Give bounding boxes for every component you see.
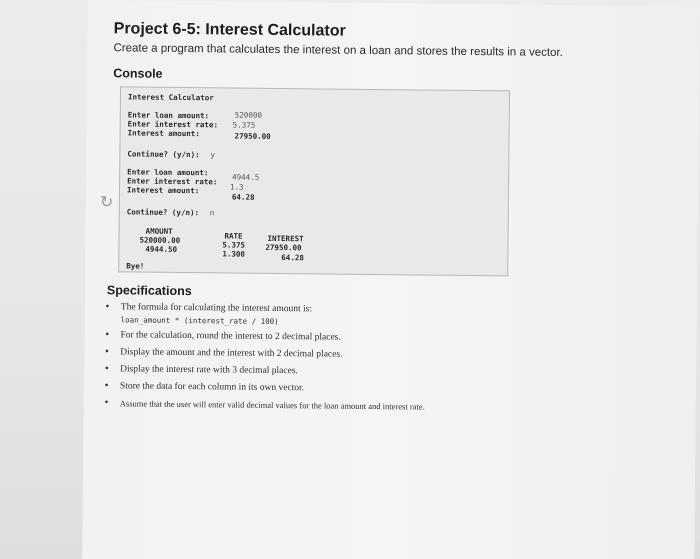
table-header-rate: RATE xyxy=(224,231,243,241)
specifications-heading: Specifications xyxy=(106,283,192,299)
spec-item-text: For the calculation, round the interest to 2 decimal places. xyxy=(120,330,341,343)
run1-interest-label: Interest amount: xyxy=(127,128,200,139)
run2-loan-label: Enter loan amount: xyxy=(127,167,209,178)
run1-continue-prompt: Continue? (y/n): xyxy=(127,149,200,160)
run2-rate-value: 1.3 xyxy=(230,182,244,192)
bullet-icon: • xyxy=(104,330,110,341)
run1-rate-value: 5.375 xyxy=(232,120,256,130)
table-header-interest: INTEREST xyxy=(267,233,304,244)
run1-rate-label: Enter interest rate: xyxy=(127,119,219,130)
run2-interest-value: 64.28 xyxy=(231,192,255,202)
run1-loan-value: 520000 xyxy=(234,110,262,120)
table-row-2-amount: 4944.50 xyxy=(145,244,178,254)
console-output xyxy=(118,86,510,276)
table-row-2-rate: 1.300 xyxy=(222,249,245,259)
table-row-2-interest: 64.28 xyxy=(281,253,304,263)
run1-loan-label: Enter loan amount: xyxy=(127,110,210,121)
console-heading: Console xyxy=(113,66,163,81)
table-header-amount: AMOUNT xyxy=(145,226,173,236)
page-title: Project 6-5: Interest Calculator xyxy=(113,20,346,40)
run2-interest-label: Interest amount: xyxy=(126,185,200,196)
project-description: Create a program that calculates the interest on a loan and stores the results in a vector. xyxy=(113,42,563,59)
console-header: Interest Calculator xyxy=(127,92,214,103)
spec-item-text: Assume that the user will enter valid decimal values for the loan amount and interest rate. xyxy=(119,398,425,412)
mouse-cursor-icon: ↻ xyxy=(99,192,114,212)
run2-continue-prompt: Continue? (y/n): xyxy=(126,207,200,218)
bullet-icon: • xyxy=(103,398,110,409)
run2-continue-answer: n xyxy=(209,208,215,218)
spec-item xyxy=(105,301,426,321)
bullet-icon: • xyxy=(104,302,111,313)
run1-continue-answer: y xyxy=(210,150,215,160)
spec-item-text: The formula for calculating the interest amount is: xyxy=(120,302,313,315)
console-bye: Bye! xyxy=(126,261,145,271)
spec-item xyxy=(104,397,425,417)
spec-item-text: Store the data for each column in its own vector. xyxy=(119,381,305,394)
run1-interest-value: 27950.00 xyxy=(234,131,271,141)
table-row-1-interest: 27950.00 xyxy=(265,242,302,253)
document-page xyxy=(82,0,700,559)
spec-item-text: Display the interest rate with 3 decimal places. xyxy=(120,364,298,377)
run2-rate-label: Enter interest rate: xyxy=(127,176,218,187)
bullet-icon: • xyxy=(104,347,110,358)
bullet-icon: • xyxy=(104,364,110,375)
table-row-1-rate: 5.375 xyxy=(222,240,246,250)
table-row-1-amount: 520000.00 xyxy=(139,235,181,245)
spec-item-text: Display the amount and the interest with 2 decimal places. xyxy=(120,347,343,360)
bullet-icon: • xyxy=(103,381,110,392)
run2-loan-value: 4944.5 xyxy=(232,172,260,182)
specifications-list xyxy=(104,301,426,417)
interest-formula: loan_amount * (interest_rate / 100) xyxy=(120,315,279,327)
